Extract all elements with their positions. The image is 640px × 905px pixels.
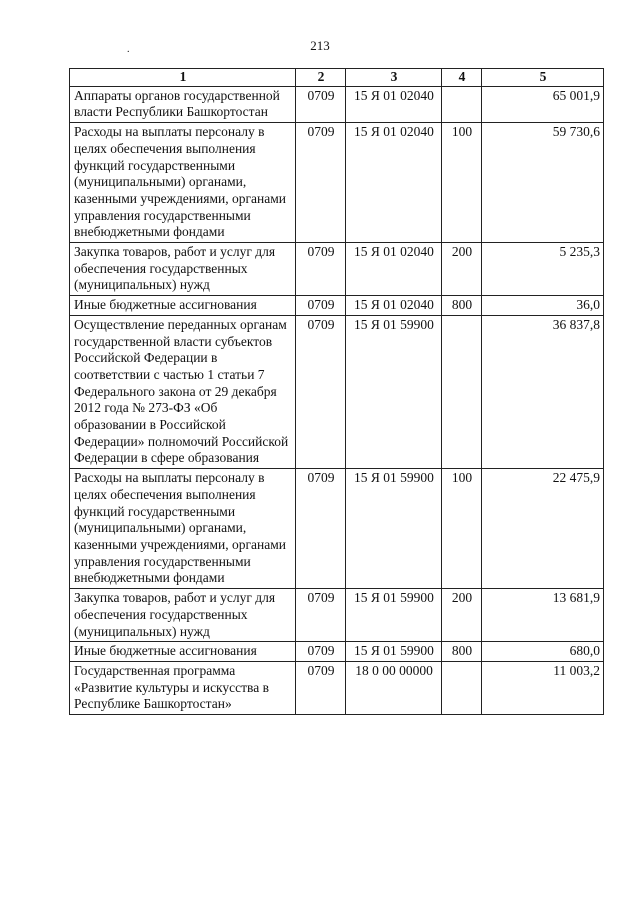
row-expense-type [442,315,482,468]
row-amount: 36,0 [482,296,604,316]
row-amount: 59 730,6 [482,123,604,243]
row-section-code: 0709 [296,296,346,316]
row-name: Иные бюджетные ассигнования [70,642,296,662]
table-row [70,469,604,589]
page-number: 213 [310,38,330,53]
row-amount: 36 837,8 [482,315,604,468]
row-name: Расходы на выплаты персоналу в целях обеспечения выполнения функций государственными (муниципальными) органами, казенными учреждениями, органами управления государственными внебюджетными фондами [70,123,296,243]
row-amount: 680,0 [482,642,604,662]
table-row [70,642,604,662]
row-name: Расходы на выплаты персоналу в целях обеспечения выполнения функций государственными (муниципальными) органами, казенными учреждениями, органами управления государственными внебюджетными фондами [70,469,296,589]
row-section-code: 0709 [296,642,346,662]
table-row [70,315,604,468]
row-expense-type [442,661,482,714]
row-section-code: 0709 [296,86,346,122]
row-section-code: 0709 [296,469,346,589]
row-target-article: 15 Я 01 02040 [346,86,442,122]
table-header-row [70,69,604,87]
row-target-article: 15 Я 01 02040 [346,296,442,316]
row-target-article: 18 0 00 00000 [346,661,442,714]
row-amount: 11 003,2 [482,661,604,714]
header-col-4: 4 [442,69,482,87]
row-expense-type: 800 [442,296,482,316]
row-name: Государственная программа «Развитие культуры и искусства в Республике Башкортостан» [70,661,296,714]
table-row [70,123,604,243]
row-target-article: 15 Я 01 02040 [346,123,442,243]
row-target-article: 15 Я 01 59900 [346,642,442,662]
header-col-2: 2 [296,69,346,87]
row-expense-type: 200 [442,243,482,296]
row-section-code: 0709 [296,315,346,468]
row-name: Аппараты органов государственной власти Республики Башкортостан [70,86,296,122]
header-col-5: 5 [482,69,604,87]
table-row [70,243,604,296]
table-row [70,86,604,122]
scan-mark: . [127,44,130,55]
row-section-code: 0709 [296,661,346,714]
row-name: Закупка товаров, работ и услуг для обеспечения государственных (муниципальных) нужд [70,243,296,296]
table-row [70,296,604,316]
row-section-code: 0709 [296,243,346,296]
row-section-code: 0709 [296,123,346,243]
row-expense-type: 100 [442,469,482,589]
header-col-3: 3 [346,69,442,87]
table-row [70,661,604,714]
row-expense-type: 200 [442,589,482,642]
row-target-article: 15 Я 01 59900 [346,315,442,468]
row-expense-type: 100 [442,123,482,243]
row-name: Осуществление переданных органам государственной власти субъектов Российской Федерации в соответствии с частью 1 статьи 7 Федерального закона от 29 декабря 2012 года № 273-ФЗ «Об образовании в Российской Федерации» полномочий Российской Федерации в сфере образования [70,315,296,468]
row-target-article: 15 Я 01 02040 [346,243,442,296]
row-amount: 65 001,9 [482,86,604,122]
header-col-1: 1 [70,69,296,87]
row-expense-type: 800 [442,642,482,662]
row-amount: 5 235,3 [482,243,604,296]
table-row [70,589,604,642]
row-target-article: 15 Я 01 59900 [346,469,442,589]
row-target-article: 15 Я 01 59900 [346,589,442,642]
row-amount: 22 475,9 [482,469,604,589]
row-name: Закупка товаров, работ и услуг для обеспечения государственных (муниципальных) нужд [70,589,296,642]
row-expense-type [442,86,482,122]
row-name: Иные бюджетные ассигнования [70,296,296,316]
row-amount: 13 681,9 [482,589,604,642]
budget-table [69,68,604,715]
row-section-code: 0709 [296,589,346,642]
